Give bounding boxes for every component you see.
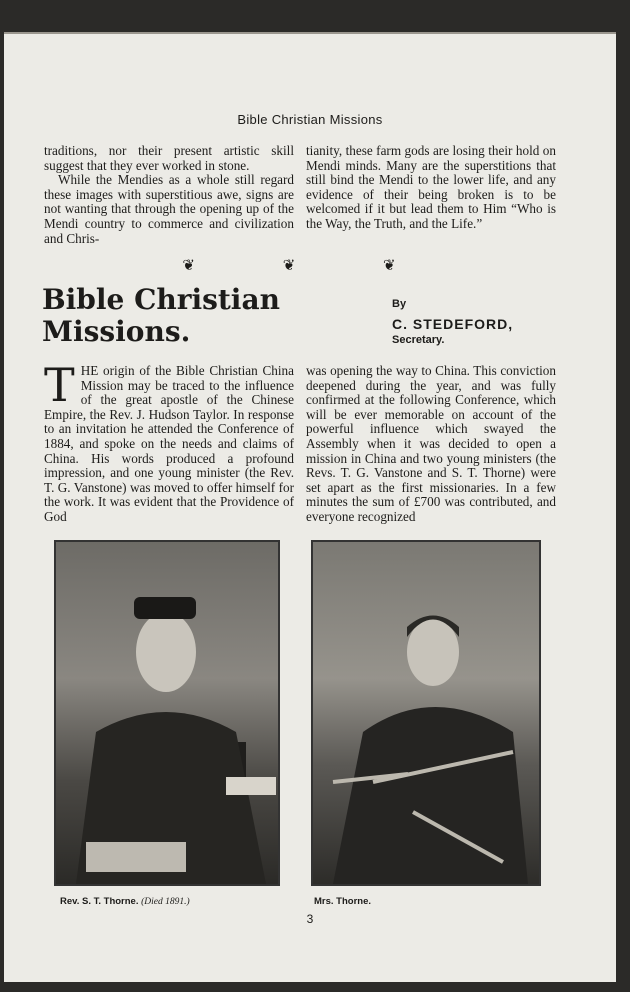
ornament-divider: ❦ ❦ ❦: [182, 258, 438, 274]
man-portrait-illustration: [56, 542, 278, 884]
portrait-photo-mrs-thorne: [311, 540, 541, 886]
by-label: By: [392, 298, 407, 310]
author-name: C. STEDEFORD,: [392, 316, 514, 332]
main-column-right: [306, 364, 556, 525]
caption-mrs-thorne: Mrs. Thorne.: [314, 896, 372, 907]
page-number: 3: [306, 912, 314, 926]
title-line-2: Missions.: [42, 315, 191, 348]
article-title: [42, 284, 280, 348]
main-left-text: HE origin of the Bible Christian China Mission may be traced to the influence of the great apostle of the Chinese Empire, the Rev. J. Hudson Taylor. In response to an invitation he attended the Conference of 1884, and spoke on the needs and claims of China. His words produced a profound impression, and one young minister (the Rev. T. G. Vanstone) was moved to offer himself for the work. It was evident that the Providence of God: [44, 363, 294, 524]
byline: [392, 298, 513, 346]
title-line-1: Bible Christian: [42, 283, 280, 316]
caption-left-name: Rev. S. T. Thorne.: [60, 896, 139, 907]
main-column-left: [44, 358, 294, 525]
portrait-photo-rev-thorne: [54, 540, 280, 886]
running-head: Bible Christian Missions: [237, 112, 383, 127]
caption-rev-thorne: [60, 896, 190, 907]
top-column-right: [306, 144, 556, 232]
main-right-text: was opening the way to China. This conviction deepened during the year, and was fully confirmed at the following Conference, which will be ever memorable on account of the powerful influence which swayed the Assembly when it was decided to open a mission in China and two young ministers (the Revs. T. G. Vanstone and S. T. Thorne) were set apart as the first missionaries. In a few minutes the sum of £700 was contributed, and everyone recognized: [306, 363, 556, 524]
book-page: [4, 32, 616, 982]
top-left-paragraph-1: traditions, nor their present artistic skill suggest that they ever worked in stone.: [44, 143, 294, 173]
caption-left-note: (Died 1891.): [141, 897, 190, 907]
drop-cap: T: [44, 358, 75, 412]
top-left-paragraph-2: While the Mendies as a whole still regard these images with superstitious awe, signs are not wanting that through the opening up of the Mendi country to commerce and civilization and Chris-: [44, 172, 294, 246]
woman-portrait-illustration: [313, 542, 539, 884]
top-right-paragraph: tianity, these farm gods are losing their hold on Mendi minds. Many are the superstitions that still bind the Mendi to the lower life, and any evidence of their being broken is to be welcomed if it but lead them to Him “Who is the Way, the Truth, and the Life.”: [306, 143, 556, 231]
top-column-left: [44, 144, 294, 246]
author-role: Secretary.: [392, 334, 445, 346]
